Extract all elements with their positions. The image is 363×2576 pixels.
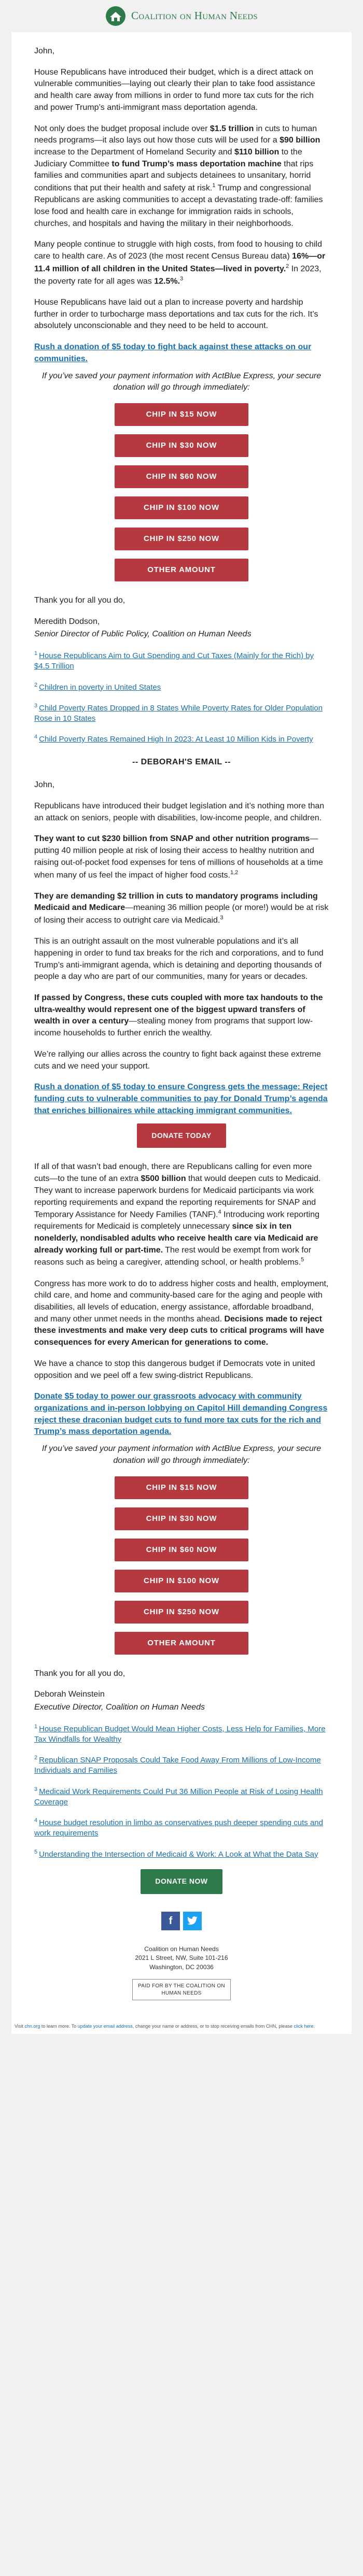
donate-today-button[interactable]: DONATE TODAY (137, 1123, 226, 1148)
footnote-link[interactable]: $^2$ Children in poverty in United States (34, 681, 161, 692)
paragraph: They are demanding $2 trillion in cuts to mandatory programs including Medicaid and Medicare—meaning 36 million people (or more!) would be at risk of losing their access to outright care via Medicaid.$^3$ (34, 891, 329, 925)
unsubscribe-link[interactable]: click here (294, 2024, 314, 2029)
email-body-card (11, 32, 352, 2021)
paragraph: We have a chance to stop this dangerous budget if Democrats vote in united opposition and we peel off a few swing-district Republicans. (34, 1359, 315, 1380)
signer-name: Meredith Dodson, (34, 617, 100, 626)
paragraph: Congress has more work to do to address higher costs and health, employment, child care, and home and community-based care for the aging and people with disabilities, all levels of education, energy assistance, affordable broadband, and many other unmet needs in the months ahead. Decisions made to reject these investments and make very deep cuts to critical programs will have consequences for every American for generations to come. (34, 1279, 329, 1347)
paragraph: House Republicans have laid out a plan to increase poverty and hardship further in order to turbocharge mass deportations and tax cuts for the rich. It’s absolutely unconscionable and they need to be held to account. (34, 297, 318, 331)
sign-off: Thank you for all you do, (34, 1669, 125, 1678)
chip-in-30-button[interactable]: CHIP IN $30 NOW (115, 434, 248, 457)
footnote-link[interactable]: $^4$ Child Poverty Rates Remained High In 2023: At Least 10 Million Kids in Poverty (34, 734, 313, 744)
actblue-note: If you’ve saved your payment information with ActBlue Express, your secure donation will go through immediately: (41, 1444, 322, 1465)
paragraph: We’re rallying our allies across the country to fight back against these extreme cuts and we need your support. (34, 1049, 321, 1071)
footnote-link[interactable]: $^1$ House Republican Budget Would Mean Higher Costs, Less Help for Families, More Tax Windfalls for Wealthy (34, 1723, 326, 1744)
signer-name: Deborah Weinstein (34, 1690, 105, 1699)
footnote-ref: 5 (301, 1257, 304, 1263)
chip-in-60-button[interactable]: CHIP IN $60 NOW (115, 1539, 248, 1561)
donate-cta-link[interactable]: Donate $5 today to power our grassroots advocacy with community organizations and in-person lobbying on Capitol Hill demanding Congress reject these draconian budget cuts to fund more tax cuts for the rich and Trump’s mass deportation agenda. (34, 1392, 328, 1436)
footnote-link[interactable]: $^3$ Medicaid Work Requirements Could Put 36 Million People at Risk of Losing Health Coverage (34, 1786, 323, 1806)
signer-title: Executive Director, Coalition on Human Needs (34, 1703, 205, 1712)
footnote-ref: 2 (286, 263, 289, 269)
footnote-list (34, 650, 329, 745)
greeting: John, (34, 780, 55, 790)
twitter-bird-glyph (187, 1916, 198, 1926)
facebook-icon[interactable]: f (161, 1912, 180, 1930)
email-header (0, 0, 363, 32)
update-email-link[interactable]: update your email address (77, 2024, 133, 2029)
chip-in-100-button[interactable]: CHIP IN $100 NOW (115, 496, 248, 519)
unsubscribe-footer: Visit chn.org to learn more. To update your email address, change your name or address, or to stop receiving emails from CHN, please click here. (11, 2021, 352, 2034)
signer-title: Senior Director of Public Policy, Coalition on Human Needs (34, 630, 252, 639)
forwarded-email-divider: -- DEBORAH'S EMAIL -- (132, 757, 231, 766)
paragraph: Republicans have introduced their budget legislation and it’s nothing more than an attack on seniors, people with disabilities, low-income people, and children. (34, 802, 325, 822)
chip-in-30-button[interactable]: CHIP IN $30 NOW (115, 1507, 248, 1530)
chip-in-15-button[interactable]: CHIP IN $15 NOW (115, 1476, 248, 1499)
paid-for-disclaimer: PAID FOR BY THE COALITION ON HUMAN NEEDS (132, 1979, 231, 2000)
footnote-link[interactable]: $^1$ House Republicans Aim to Gut Spending and Cut Taxes (Mainly for the Rich) by $4.5 Trillion (34, 650, 314, 671)
footnote-link[interactable]: $^4$ House budget resolution in limbo as conservatives push deeper spending cuts and work requirements (34, 1817, 323, 1838)
other-amount-button[interactable]: OTHER AMOUNT (115, 1632, 248, 1655)
donate-cta-link[interactable]: Rush a donation of $5 today to fight back against these attacks on our communities. (34, 343, 312, 363)
footnote-link[interactable]: $^3$ Child Poverty Rates Dropped in 8 States While Poverty Rates for Older Population Rose in 10 States (34, 702, 323, 723)
chip-in-250-button[interactable]: CHIP IN $250 NOW (115, 1601, 248, 1624)
donate-now-button[interactable]: DONATE NOW (141, 1869, 222, 1894)
house-logo-icon (105, 6, 126, 26)
chip-in-100-button[interactable]: CHIP IN $100 NOW (115, 1570, 248, 1592)
social-links (34, 1912, 329, 1930)
actblue-note: If you’ve saved your payment information with ActBlue Express, your secure donation will go through immediately: (41, 371, 322, 392)
greeting: John, (34, 47, 55, 55)
chn-site-link[interactable]: chn.org (24, 2024, 40, 2029)
paragraph: Not only does the budget proposal include over $1.5 trillion in cuts to human needs programs—it also lays out how those cuts will be used for a $90 billion increase to the Department of Homeland Security and $110 billion to the Judiciary Committee to fund Trump’s mass deportation machine that rips families and communities apart and subjects detainees to unsanitary, horrid conditions that put their health and safety at risk.$^1$ Trump and congressional Republicans are asking communities to accept a devastating trade-off: families lose food and health care in exchange for immigration raids in schools, churches, and hospitals and having the military in their neighborhoods. (34, 124, 323, 228)
footnote-link[interactable]: $^2$ Republican SNAP Proposals Could Take Food Away From Millions of Low-Income Individuals and Families (34, 1755, 321, 1775)
footnote-ref: 1,2 (230, 869, 239, 876)
donate-cta-link[interactable]: Rush a donation of $5 today to ensure Congress gets the message: Reject funding cuts to vulnerable communities to pay for Donald Trump’s agenda that enriches billionaires while attacking immigrant communities. (34, 1083, 328, 1115)
footnote-ref: 1 (212, 182, 216, 189)
sign-off: Thank you for all you do, (34, 595, 125, 605)
chip-in-button-group (34, 403, 329, 581)
paragraph: If passed by Congress, these cuts coupled with more tax handouts to the ultra-wealthy would represent one of the biggest upward transfers of wealth in over a century—stealing money from programs that support low-income households to further enrich the wealthy. (34, 993, 323, 1038)
paragraph: House Republicans have introduced their budget, which is a direct attack on vulnerable communities—laying out clearly their plan to take food assistance and health care away from millions in order to fund more tax cuts for the rich and power Trump’s anti-immigrant mass deportation agenda. (34, 67, 315, 112)
paragraph: If all of that wasn’t bad enough, there are Republicans calling for even more cuts—to the tune of an extra $500 billion that would deepen cuts to Medicaid. They want to increase paperwork burdens for Medicaid participants via work reporting requirements and expand the reporting requirements for SNAP and Temporary Assistance for Needy Families (TANF).$^4$ Introducing work reporting requirements for Medicaid is completely unnecessary since six in ten nonelderly, nondisabled adults who receive health care via Medicaid are already working full or part-time. The rest would be exempt from work for reasons such as being a caregiver, attending school, or health problems.$^5$ (34, 1162, 321, 1267)
footnote-ref: 3 (220, 915, 224, 921)
chip-in-60-button[interactable]: CHIP IN $60 NOW (115, 465, 248, 488)
chip-in-250-button[interactable]: CHIP IN $250 NOW (115, 528, 248, 550)
footnote-ref: 3 (180, 275, 184, 282)
chip-in-15-button[interactable]: CHIP IN $15 NOW (115, 403, 248, 426)
paragraph: This is an outright assault on the most vulnerable populations and it’s all happening in order to fund tax breaks for the rich and corporations, and to fund Trump’s anti-immigrant agenda, which is detaining and deporting thousands of people a day who are part of our communities, many for years or decades. (34, 937, 324, 981)
footnote-list (34, 1723, 329, 1860)
chip-in-button-group (34, 1476, 329, 1655)
org-logo-text: Coalition on Human Needs (131, 9, 258, 22)
paragraph: Many people continue to struggle with high costs, from food to housing to child care to health care. As of 2023 (the most recent Census Bureau data) 16%—or 11.4 million of all children in the United States—lived in poverty.$^2$ In 2023, the poverty rate for all ages was 12.5%.$^3$ (34, 240, 326, 286)
other-amount-button[interactable]: OTHER AMOUNT (115, 559, 248, 581)
footer-address: Coalition on Human Needs 2021 L Street, NW, Suite 101-216 Washington, DC 20036 (135, 1945, 228, 1971)
twitter-icon[interactable] (183, 1912, 202, 1930)
footnote-ref: 4 (218, 1209, 221, 1216)
footnote-link[interactable]: $^5$ Understanding the Intersection of Medicaid & Work: A Look at What the Data Say (34, 1848, 318, 1859)
paragraph: They want to cut $230 billion from SNAP and other nutrition programs—putting 40 million people at risk of losing their access to healthy nutrition and raising out-of-pocket food expenses for tens of millions of households at a time when many of us feel the impact of higher food costs.$^{1,2}$ (34, 834, 323, 879)
